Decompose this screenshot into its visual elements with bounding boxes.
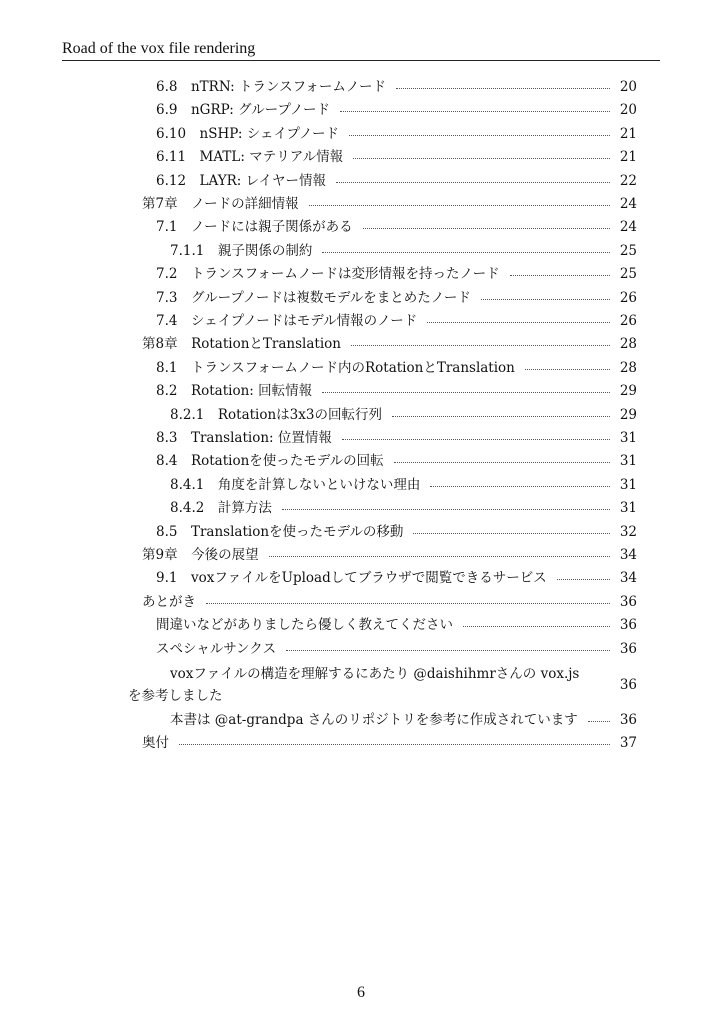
toc-entry-page: 34	[619, 547, 637, 563]
toc-entry[interactable]	[0, 544, 722, 566]
toc-entry-title: 6.12 LAYR: レイヤー情報	[156, 170, 332, 192]
toc-entry[interactable]	[0, 333, 722, 355]
toc-entry-page: 31	[619, 453, 637, 470]
toc-entry-page: 26	[619, 313, 637, 329]
toc-entry[interactable]	[0, 240, 722, 262]
toc-entry-title: 第7章 ノードの詳細情報	[142, 193, 305, 215]
toc-dot-leader	[286, 650, 610, 651]
toc-entry-page: 31	[619, 500, 637, 517]
toc-dot-leader	[363, 228, 610, 229]
toc-dot-leader	[351, 345, 610, 346]
toc-entry-title: 間違いなどがありましたら優しく教えてください	[156, 614, 459, 636]
toc-entry-title: 8.2 Rotation: 回転情報	[156, 380, 318, 402]
toc-entry[interactable]	[0, 591, 722, 613]
toc-entry-title: 8.3 Translation: 位置情報	[156, 427, 338, 449]
toc-dot-leader	[206, 603, 610, 604]
toc-entry-title: 7.1.1 親子関係の制約	[170, 240, 318, 262]
toc-dot-leader	[322, 252, 610, 253]
toc-entry-title: 奥付	[142, 732, 175, 754]
toc-dot-leader	[392, 416, 610, 417]
toc-entry[interactable]	[0, 263, 722, 285]
toc-entry-title: 7.1 ノードには親子関係がある	[156, 216, 359, 238]
toc-entry-page: 21	[619, 149, 637, 166]
toc-entry-title: 8.5 Translationを使ったモデルの移動	[156, 521, 409, 543]
toc-entry[interactable]	[0, 99, 722, 121]
toc-entry-title: 6.11 MATL: マテリアル情報	[156, 146, 349, 168]
toc-dot-leader	[282, 509, 610, 510]
toc-entry-title: 6.10 nSHP: シェイプノード	[156, 123, 345, 145]
toc-dot-leader	[322, 392, 610, 393]
toc-dot-leader	[525, 369, 610, 370]
toc-entry-page: 20	[619, 102, 637, 119]
toc-entry[interactable]	[0, 146, 722, 168]
toc-dot-leader	[557, 579, 610, 580]
toc-entry-title: 8.2.1 Rotationは3x3の回転行列	[170, 404, 388, 426]
toc-entry-page: 36	[619, 712, 637, 728]
toc-entry-page: 21	[619, 125, 637, 142]
toc-entry[interactable]	[0, 638, 722, 660]
toc-entry-page: 36	[619, 593, 637, 610]
toc-entry-page: 37	[619, 735, 637, 752]
toc-entry[interactable]	[0, 123, 722, 145]
toc-entry-title: 8.4 Rotationを使ったモデルの回転	[156, 450, 390, 472]
toc-dot-leader	[336, 182, 610, 183]
toc-entry-special-thanks-daishihmr[interactable]	[0, 663, 722, 707]
toc-entry[interactable]	[0, 614, 722, 636]
toc-entry[interactable]	[0, 567, 722, 589]
toc-dot-leader	[510, 275, 610, 276]
toc-entry-title: 7.3 グループノードは複数モデルをまとめたノード	[156, 287, 477, 309]
toc-dot-leader	[340, 111, 610, 112]
toc-entry-title: 7.4 シェイプノードはモデル情報のノード	[156, 310, 423, 332]
toc-entry-page: 28	[619, 336, 637, 353]
toc-entry-title-line2: を参考しました	[128, 688, 223, 704]
toc-dot-leader	[179, 744, 610, 745]
toc-entry-page: 29	[619, 406, 637, 423]
toc-entry-page: 22	[619, 172, 637, 189]
toc-entry[interactable]	[0, 732, 722, 754]
toc-entry-page: 20	[619, 79, 637, 95]
toc-entry[interactable]	[0, 427, 722, 449]
toc-dot-leader	[481, 299, 610, 300]
toc-entry-title: 本書は @at-grandpa さんのリポジトリを参考に作成されています	[170, 709, 584, 731]
toc-entry-title: 8.4.2 計算方法	[170, 497, 278, 519]
toc-entry-title: 第8章 RotationとTranslation	[142, 333, 347, 355]
toc-entry[interactable]	[0, 521, 722, 543]
toc-dot-leader	[353, 158, 610, 159]
toc-entry-page: 24	[619, 219, 637, 236]
toc-entry[interactable]	[0, 404, 722, 426]
toc-entry[interactable]	[0, 709, 722, 731]
toc-entry[interactable]	[0, 76, 722, 98]
toc-entry[interactable]	[0, 357, 722, 379]
toc-entry-page: 36	[619, 640, 637, 657]
toc-entry[interactable]	[0, 216, 722, 238]
toc-entry[interactable]	[0, 450, 722, 472]
toc-entry-page: 31	[619, 430, 637, 446]
toc-entry-page: 36	[619, 677, 637, 693]
toc-entry-page: 26	[619, 289, 637, 306]
toc-entry-page: 34	[619, 570, 637, 587]
toc-entry[interactable]	[0, 497, 722, 519]
toc-entry[interactable]	[0, 193, 722, 215]
toc-entry-page: 36	[619, 617, 637, 634]
toc-entry-page: 25	[619, 266, 637, 283]
toc-entry[interactable]	[0, 474, 722, 496]
toc-entry-page: 28	[619, 359, 637, 376]
toc-entry-title: 8.4.1 角度を計算しないといけない理由	[170, 474, 426, 496]
toc-dot-leader	[394, 462, 610, 463]
toc-entry-page: 24	[619, 196, 637, 212]
toc-entry[interactable]	[0, 310, 722, 332]
toc-entry-title: スペシャルサンクス	[156, 638, 282, 660]
toc-entry-page: 25	[619, 242, 637, 259]
toc-entry[interactable]	[0, 287, 722, 309]
toc-entry-title: あとがき	[142, 591, 202, 613]
toc-entry[interactable]	[0, 380, 722, 402]
toc-entry-page: 29	[619, 383, 637, 400]
toc-entry-title: 第9章 今後の展望	[142, 544, 265, 566]
toc-dot-leader	[342, 439, 610, 440]
toc-dot-leader	[309, 205, 610, 206]
toc-entry-title-line1: voxファイルの構造を理解するにあたり @daishihmrさんの vox.js	[170, 666, 580, 682]
toc-dot-leader	[269, 556, 610, 557]
toc-dot-leader	[396, 88, 610, 89]
toc-entry[interactable]	[0, 170, 722, 192]
toc-dot-leader	[349, 135, 610, 136]
toc-dot-leader	[413, 533, 610, 534]
toc-dot-leader	[427, 322, 610, 323]
toc-entry-title: 8.1 トランスフォームノード内のRotationとTranslation	[156, 357, 521, 379]
toc-entry-title: 6.8 nTRN: トランスフォームノード	[156, 76, 392, 98]
running-header: Road of the vox file rendering	[62, 40, 660, 61]
toc-entry-title: 6.9 nGRP: グループノード	[156, 99, 336, 121]
toc-entry-title: 9.1 voxファイルをUploadしてブラウザで閲覧できるサービス	[156, 567, 553, 589]
toc-dot-leader	[430, 486, 610, 487]
toc-entry-title: 7.2 トランスフォームノードは変形情報を持ったノード	[156, 263, 506, 285]
toc-entry-page: 31	[619, 476, 637, 493]
toc-entry-page: 32	[619, 523, 637, 540]
page-number: 6	[357, 984, 365, 1001]
toc-dot-leader	[463, 626, 610, 627]
